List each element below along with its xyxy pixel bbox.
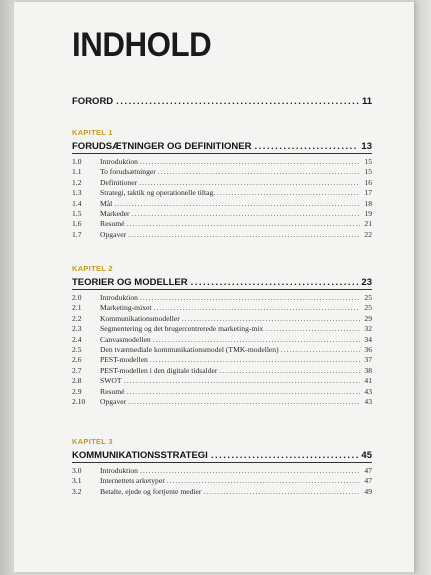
chapter-title: FORUDSÆTNINGER OG DEFINITIONER: [72, 141, 252, 152]
item-number: 2.7: [72, 365, 82, 375]
toc-item[interactable]: [72, 167, 372, 177]
leader-dots: [116, 96, 359, 107]
toc-item[interactable]: [72, 303, 372, 313]
leader-dots: [217, 188, 360, 197]
book-gutter: [0, 0, 14, 575]
item-page: 36: [364, 344, 372, 354]
item-number: 1.5: [72, 208, 82, 218]
chapter-heading[interactable]: [72, 277, 372, 290]
item-page: 32: [364, 324, 372, 334]
chapter-heading[interactable]: [72, 450, 372, 463]
item-title: Marketing-mixet: [100, 303, 152, 313]
item-page: 38: [364, 365, 372, 375]
chapter-2: [72, 264, 372, 407]
item-number: 1.4: [72, 198, 82, 208]
toc-forord[interactable]: [72, 96, 372, 107]
toc-item[interactable]: [72, 487, 372, 497]
item-number: 1.2: [72, 177, 82, 187]
item-page: 41: [364, 376, 372, 386]
item-title: Internettets arketyper: [100, 476, 165, 486]
leader-dots: [219, 366, 360, 375]
toc-item[interactable]: [72, 366, 372, 376]
page-edge: [414, 0, 431, 575]
item-page: 43: [364, 386, 372, 396]
chapter-3: [72, 437, 372, 497]
item-number: 3.1: [72, 476, 82, 486]
leader-dots: [139, 178, 360, 187]
chapter-page: 45: [361, 450, 372, 461]
item-title: Introduktion: [100, 157, 138, 166]
toc-item[interactable]: [72, 324, 372, 334]
toc-item[interactable]: [72, 355, 372, 365]
item-title: Introduktion: [100, 293, 138, 302]
chapter-label: KAPITEL 2: [72, 264, 113, 273]
leader-dots: [211, 450, 359, 461]
leader-dots: [128, 397, 360, 406]
item-number: 2.2: [72, 313, 82, 323]
leader-dots: [158, 167, 360, 176]
item-number: 1.6: [72, 219, 82, 229]
item-title: Definitioner: [100, 177, 138, 187]
item-page: 17: [364, 188, 372, 198]
item-title: Strategi, taktik og operationelle tiltag.: [100, 188, 216, 198]
chapter-title: TEORIER OG MODELLER: [72, 277, 188, 288]
chapter-label: KAPITEL 1: [72, 128, 113, 137]
item-number: 2.0: [72, 293, 82, 302]
item-page: 49: [364, 486, 372, 496]
toc-item[interactable]: [72, 466, 372, 476]
item-page: 21: [364, 219, 372, 229]
leader-dots: [150, 355, 360, 364]
toc-item[interactable]: [72, 219, 372, 229]
toc-item[interactable]: [72, 199, 372, 209]
item-title: Mål: [100, 198, 113, 208]
item-title: Segmentering og det brugercentrerede marketing-mix: [100, 324, 264, 334]
item-title: Den tværmediale kommunikationsmodel (TMK-modellen): [100, 344, 279, 354]
item-number: 2.6: [72, 355, 82, 365]
item-page: 25: [364, 303, 372, 313]
item-title: Kommunikationsmodeller: [100, 313, 180, 323]
item-title: SWOT: [100, 376, 122, 386]
leader-dots: [265, 324, 360, 333]
item-page: 18: [364, 198, 372, 208]
item-number: 1.0: [72, 157, 82, 166]
item-title: PEST-modellen i den digitale tidsalder: [100, 365, 218, 375]
item-page: 16: [364, 177, 372, 187]
leader-dots: [132, 209, 360, 218]
item-page: 22: [364, 229, 372, 239]
item-number: 2.8: [72, 376, 82, 386]
item-page: 47: [364, 476, 372, 486]
toc-item[interactable]: [72, 397, 372, 407]
leader-dots: [191, 277, 359, 288]
item-number: 1.1: [72, 167, 82, 177]
toc-item[interactable]: [72, 178, 372, 188]
chapter-page: 13: [361, 141, 372, 152]
item-title: Opgaver: [100, 396, 127, 406]
leader-dots: [128, 230, 360, 239]
toc-item[interactable]: [72, 157, 372, 167]
toc-item[interactable]: [72, 387, 372, 397]
item-title: Introduktion: [100, 466, 138, 475]
item-number: 1.7: [72, 229, 82, 239]
toc-item[interactable]: [72, 209, 372, 219]
item-page: 15: [364, 157, 372, 166]
toc-item[interactable]: [72, 476, 372, 486]
leader-dots: [140, 293, 360, 302]
chapter-heading[interactable]: [72, 141, 372, 154]
item-title: To forudsætninger: [100, 167, 156, 177]
item-page: 19: [364, 208, 372, 218]
forord-title: FORORD: [72, 96, 114, 107]
leader-dots: [114, 199, 360, 208]
toc-item[interactable]: [72, 188, 372, 198]
item-page: 34: [364, 334, 372, 344]
item-title: Resumé: [100, 386, 125, 396]
item-number: 2.1: [72, 303, 82, 313]
page-title: INDHOLD: [72, 26, 212, 64]
item-page: 29: [364, 313, 372, 323]
leader-dots: [126, 387, 360, 396]
chapter-1: [72, 128, 372, 240]
item-number: 2.4: [72, 334, 82, 344]
item-page: 37: [364, 355, 372, 365]
chapter-page: 23: [361, 277, 372, 288]
item-page: 47: [364, 466, 372, 475]
chapter-title: KOMMUNIKATIONSSTRATEGI: [72, 450, 208, 461]
toc-item[interactable]: [72, 376, 372, 386]
item-title: Betalte, ejede og fortjente medier: [100, 486, 202, 496]
item-number: 2.5: [72, 344, 82, 354]
item-number: 3.0: [72, 466, 82, 475]
item-page: 25: [364, 293, 372, 302]
leader-dots: [126, 219, 360, 228]
forord-page: 11: [361, 96, 372, 107]
toc-item[interactable]: [72, 345, 372, 355]
leader-dots: [140, 466, 360, 475]
toc-item[interactable]: [72, 293, 372, 303]
leader-dots: [182, 314, 360, 323]
item-title: Canvasmodellen: [100, 334, 151, 344]
item-title: Opgaver: [100, 229, 127, 239]
leader-dots: [203, 487, 360, 496]
toc-item[interactable]: [72, 335, 372, 345]
item-number: 2.3: [72, 324, 82, 334]
item-number: 2.9: [72, 386, 82, 396]
item-number: 2.10: [72, 396, 86, 406]
leader-dots: [153, 335, 360, 344]
chapter-label: KAPITEL 3: [72, 437, 113, 446]
leader-dots: [153, 303, 360, 312]
leader-dots: [124, 376, 360, 385]
leader-dots: [140, 157, 360, 166]
item-title: Resumé: [100, 219, 125, 229]
item-number: 3.2: [72, 486, 82, 496]
leader-dots: [167, 476, 360, 485]
item-page: 15: [364, 167, 372, 177]
toc-item[interactable]: [72, 314, 372, 324]
item-page: 43: [364, 396, 372, 406]
toc-page: [14, 2, 414, 572]
item-title: PEST-modellen: [100, 355, 148, 365]
item-number: 1.3: [72, 188, 82, 198]
item-title: Markeder: [100, 208, 130, 218]
leader-dots: [281, 345, 360, 354]
leader-dots: [254, 141, 358, 152]
toc-item[interactable]: [72, 230, 372, 240]
